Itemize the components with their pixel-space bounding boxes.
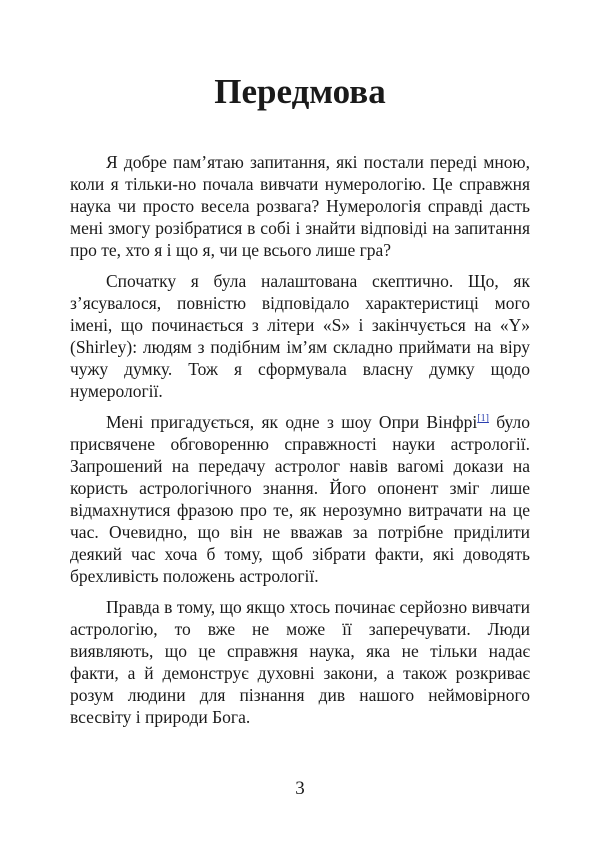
text-line: всесвіту і природи Бога. bbox=[70, 707, 251, 727]
paragraph-2 bbox=[70, 270, 530, 402]
text-line: факти, а й демонструє духовні закони, а також розкриває bbox=[70, 663, 530, 683]
text-line: з’ясувалося, повністю відповідало характеристиці мого bbox=[70, 293, 530, 313]
paragraph-4 bbox=[70, 596, 530, 728]
text-segment: Мені пригадується, як одне з шоу Опри Вінфрі bbox=[106, 412, 478, 432]
text-line: присвячене обговоренню справжності науки астрології. bbox=[70, 434, 530, 454]
text-segment: було bbox=[488, 412, 530, 432]
text-line: час. Очевидно, що він не вважав за потрібне приділити bbox=[70, 522, 530, 542]
text-line: імені, що починається з літери «S» і закінчується на «Y» bbox=[70, 315, 530, 335]
paragraph-1 bbox=[70, 151, 530, 261]
paragraph-3 bbox=[70, 411, 530, 587]
text-line: наука чи просто весела розвага? Нумерологія справді дасть bbox=[70, 196, 530, 216]
text-line: Запрошений на передачу астролог навів вагомі докази на bbox=[70, 456, 530, 476]
text-line: виявляють, що це справжня наука, яка не тільки надає bbox=[70, 641, 530, 661]
footnote-link[interactable]: [1] bbox=[477, 413, 489, 425]
text-line: відмахнутися фразою про те, як нерозумно витрачати на це bbox=[70, 500, 530, 520]
text-line: розум людини для пізнання див нашого неймовірного bbox=[70, 685, 530, 705]
text-line: користь астрологічного знання. Його опонент зміг лише bbox=[70, 478, 530, 498]
text-line: Я добре пам’ятаю запитання, які постали переді мною, bbox=[106, 152, 530, 172]
text-line: Правда в тому, що якщо хтось починає серйозно вивчати bbox=[106, 597, 530, 617]
text-line: чужу думку. Тож я сформувала власну думку щодо bbox=[70, 359, 530, 379]
text-line: коли я тільки-но почала вивчати нумерологію. Це справжня bbox=[70, 174, 530, 194]
text-line: астрологію, то вже не може її заперечувати. Люди bbox=[70, 619, 530, 639]
text-line: мені змогу розібратися в собі і знайти відповіді на запитання bbox=[70, 218, 530, 238]
text-line: нумерології. bbox=[70, 381, 163, 401]
text-line: про те, хто я і що я, чи це всього лише гра? bbox=[70, 240, 392, 260]
text-line: Спочатку я була налаштована скептично. Що, як bbox=[106, 271, 530, 291]
document-body bbox=[70, 151, 530, 737]
text-line: деякий час хоча б тому, щоб зібрати факти, які доводять bbox=[70, 544, 530, 564]
page-title: Передмова bbox=[214, 72, 386, 111]
text-line: (Shirley): людям з подібним ім’ям складно приймати на віру bbox=[70, 337, 530, 357]
page-number: 3 bbox=[295, 778, 305, 799]
text-line: брехливість положень астрології. bbox=[70, 566, 319, 586]
text-line bbox=[70, 411, 530, 433]
